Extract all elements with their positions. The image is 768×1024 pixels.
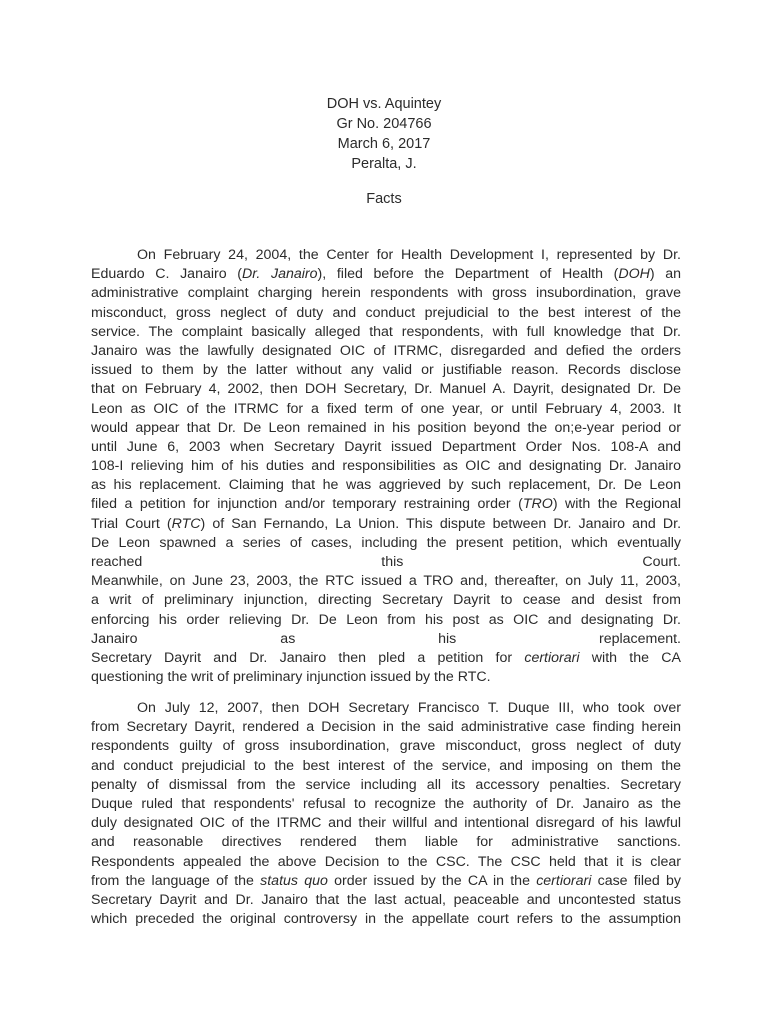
- line-text: ), filed before the Department of Health (: [317, 266, 619, 283]
- case-title: DOH vs. Aquintey: [326, 96, 442, 112]
- text-line: [91, 284, 681, 303]
- italic-term: RTC: [171, 515, 201, 532]
- text-line: [91, 323, 681, 342]
- text-line: [91, 380, 681, 399]
- text-line: [91, 342, 681, 361]
- line-text: with the CA: [579, 649, 681, 666]
- line-text: that on February 4, 2002, then DOH Secretary, Dr. Manuel A. Dayrit, designated Dr. De: [91, 381, 681, 398]
- italic-term: TRO: [522, 496, 553, 513]
- text-line: [91, 757, 681, 776]
- line-text: order issued by the CA in the: [327, 872, 537, 889]
- line-text: from the language of the: [91, 872, 261, 889]
- text-line: [91, 438, 681, 457]
- line-text: Janairo as his replacement.: [91, 630, 681, 647]
- text-line: [91, 304, 681, 323]
- line-text: Secretary Dayrit and Dr. Janairo then pled a petition for: [91, 649, 525, 666]
- line-text: administrative complaint charging herein respondents with gross insubordination, grave: [91, 285, 681, 302]
- text-line: [91, 833, 681, 852]
- line-text: which preceded the original controversy in the appellate court refers to the assumption: [91, 911, 681, 928]
- line-text: On February 24, 2004, the Center for Health Development I, represented by Dr.: [137, 247, 681, 263]
- line-text: Duque ruled that respondents' refusal to recognize the authority of Dr. Janairo as the: [91, 795, 681, 812]
- line-text: filed a petition for injunction and/or temporary restraining order (: [91, 496, 523, 513]
- line-text: Secretary Dayrit and Dr. Janairo that the last actual, peaceable and uncontested status: [91, 891, 681, 908]
- line-text: until June 6, 2003 when Secretary Dayrit issued Department Order Nos. 108-A and: [91, 438, 681, 455]
- text-line: [91, 814, 681, 833]
- text-line: [91, 853, 681, 872]
- text-line: [91, 419, 681, 438]
- line-text: penalty of dismissal from the service including all its accessory penalties. Secretary: [91, 776, 681, 793]
- text-line: [91, 400, 681, 419]
- line-text: enforcing his order relieving Dr. De Leon from his post as OIC and designating Dr.: [91, 611, 681, 628]
- line-text: ) an: [649, 266, 681, 283]
- text-line: [91, 495, 681, 514]
- text-line: [91, 910, 681, 929]
- line-text: De Leon spawned a series of cases, including the present petition, which eventually: [91, 534, 681, 551]
- case-date: March 6, 2017: [337, 136, 431, 152]
- italic-term: DOH: [618, 266, 650, 283]
- line-text: Janairo was the lawfully designated OIC of ITRMC, disregarded and defied the orders: [91, 342, 681, 359]
- section-heading: Facts: [366, 191, 402, 207]
- line-text: Respondents appealed the above Decision to the CSC. The CSC held that it is clear: [91, 853, 681, 870]
- text-line: [91, 699, 681, 718]
- line-text: misconduct, gross neglect of duty and conduct prejudicial to the best interest of the: [91, 304, 681, 321]
- text-line: [91, 591, 681, 610]
- ponente: Peralta, J.: [351, 156, 417, 172]
- line-text: Meanwhile, on June 23, 2003, the RTC issued a TRO and, thereafter, on July 11, 2003,: [91, 573, 681, 590]
- line-text: and conduct prejudicial to the best interest of the service, and imposing on them the: [91, 757, 681, 774]
- case-number: Gr No. 204766: [336, 116, 432, 132]
- paragraph-1: [91, 246, 681, 687]
- case-header: [0, 94, 768, 174]
- line-text: from Secretary Dayrit, rendered a Decision in the said administrative case finding herein: [91, 719, 681, 736]
- text-line: [91, 534, 681, 553]
- line-text: Eduardo C. Janairo (: [91, 266, 242, 283]
- text-line: [91, 246, 681, 265]
- line-text: questioning the writ of preliminary injunction issued by the RTC.: [91, 669, 491, 686]
- italic-term: status quo: [260, 872, 328, 889]
- text-line: [91, 572, 681, 591]
- line-text: would appear that Dr. De Leon remained in his position beyond the on;e-year period or: [91, 419, 681, 436]
- text-line: [91, 668, 681, 687]
- line-text: 108-I relieving him of his duties and responsibilities as OIC and designating Dr. Janairo: [91, 458, 681, 475]
- line-text: ) with the Regional: [552, 496, 681, 513]
- line-text: respondents guilty of gross insubordination, grave misconduct, gross neglect of duty: [91, 738, 681, 755]
- text-line: [91, 476, 681, 495]
- line-text: issued to them by the latter without any valid or justifiable reason. Records disclose: [91, 362, 681, 379]
- italic-term: certiorari: [536, 872, 592, 889]
- line-text: as his replacement. Claiming that he was aggrieved by such replacement, Dr. De Leon: [91, 477, 681, 494]
- line-text: case filed by: [591, 872, 682, 889]
- italic-term: Dr. Janairo: [241, 266, 318, 283]
- text-line: [91, 361, 681, 380]
- text-line: [91, 776, 681, 795]
- text-line: [91, 553, 681, 572]
- text-line: [91, 457, 681, 476]
- text-line: [91, 891, 681, 910]
- line-text: and reasonable directives rendered them liable for administrative sanctions.: [91, 834, 681, 851]
- text-line: [91, 265, 681, 284]
- text-line: [91, 718, 681, 737]
- italic-term: certiorari: [524, 649, 580, 666]
- line-text: service. The complaint basically alleged that respondents, with full knowledge that Dr.: [91, 323, 681, 340]
- text-line: [91, 795, 681, 814]
- line-text: On July 12, 2007, then DOH Secretary Francisco T. Duque III, who took over: [137, 700, 681, 716]
- paragraph-2: [91, 699, 681, 929]
- text-line: [91, 611, 681, 630]
- text-line: [91, 630, 681, 649]
- line-text: duly designated OIC of the ITRMC and their willful and intentional disregard of his lawful: [91, 815, 681, 832]
- text-line: [91, 872, 681, 891]
- line-text: reached this Court.: [91, 554, 681, 570]
- text-line: [91, 737, 681, 756]
- line-text: a writ of preliminary injunction, directing Secretary Dayrit to cease and desist from: [91, 592, 681, 609]
- line-text: Trial Court (: [91, 515, 172, 532]
- text-line: [91, 515, 681, 534]
- text-line: [91, 649, 681, 668]
- line-text: Leon as OIC of the ITRMC for a fixed term of one year, or until February 4, 2003. It: [91, 400, 681, 417]
- line-text: ) of San Fernando, La Union. This dispute between Dr. Janairo and Dr.: [200, 515, 682, 532]
